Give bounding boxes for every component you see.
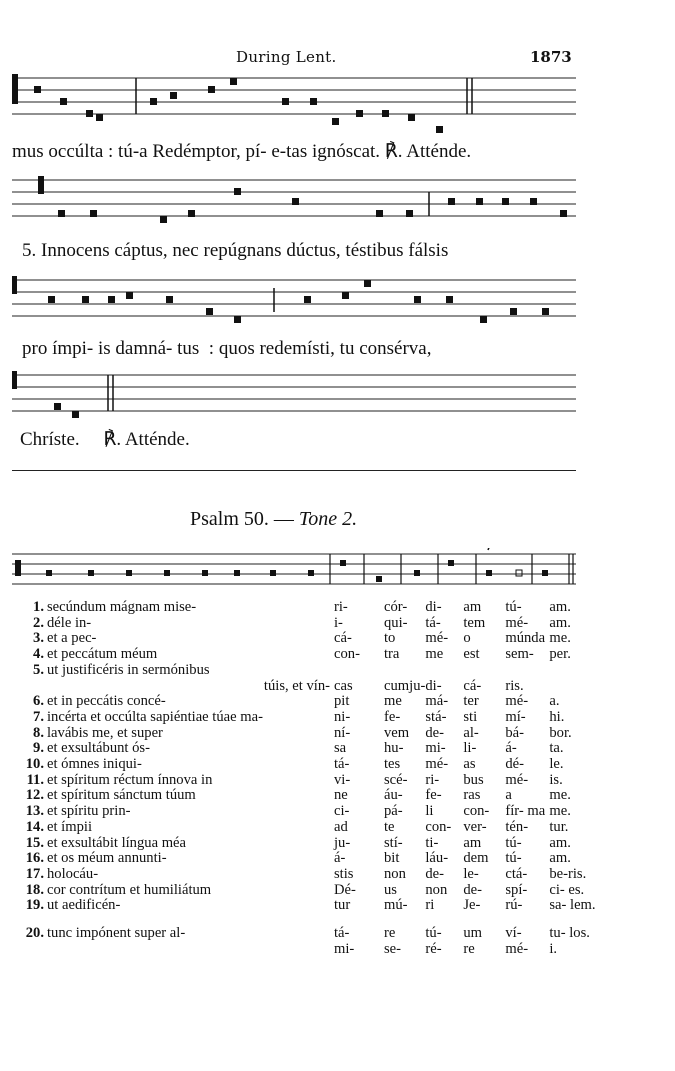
verse-row — [14, 804, 596, 820]
syllable: a. — [549, 693, 560, 710]
syllable: ní- — [334, 724, 351, 741]
syllable: am — [463, 834, 482, 851]
lyric-line-2: 5. Innocens cáptus, nec repúgnans dúctus, téstibus fálsis — [22, 240, 449, 261]
verse-row — [14, 788, 596, 804]
syllable: tú- — [425, 925, 442, 942]
verse-number: 4. — [33, 646, 44, 663]
verse-text: túis, et vín- — [263, 677, 330, 694]
verse-number: 6. — [33, 693, 44, 710]
verse-text: déle in- — [47, 614, 92, 631]
syllable — [384, 679, 425, 695]
verse-row — [14, 616, 596, 632]
syllable: cá- — [463, 677, 482, 694]
syllable: i. — [549, 940, 558, 957]
syllable: vi- — [334, 771, 351, 788]
lyric-line-1: mus occúlta : tú-a Redémptor, pí- e-tas ignóscat. ℟. Atténde. — [12, 141, 472, 162]
lyric-line-3: pro ímpi- is damná- tus : quos redemísti, tu consérva, — [22, 338, 432, 359]
verse-text: et exsultábunt ós- — [47, 740, 150, 757]
syllable: tu- los. — [549, 925, 590, 942]
verse-number: 11. — [26, 771, 44, 788]
syllable: mú- — [384, 897, 408, 914]
verse-row — [14, 741, 596, 757]
syllable: hi. — [549, 708, 565, 725]
verse-number: 14. — [25, 818, 44, 835]
syllable: est — [463, 646, 480, 663]
chant-staff-1 — [12, 68, 576, 140]
syllable: ris. — [505, 677, 524, 694]
verse-row — [14, 942, 596, 958]
syllable: áu- — [384, 787, 403, 804]
verse-text: secúndum mágnam mise- — [47, 599, 197, 615]
verse-row — [14, 647, 596, 663]
verse-number: 18. — [25, 881, 44, 898]
syllable: ju- — [334, 834, 351, 851]
syllable: am. — [549, 614, 571, 631]
verse-text: tunc impónent super al- — [47, 925, 186, 942]
verse-text: lavábis me, et super — [47, 724, 163, 741]
syllable: tem — [463, 614, 486, 631]
syllable: con- — [425, 818, 452, 835]
syllable: ri- — [425, 771, 440, 788]
syllable: ti- — [425, 834, 439, 851]
syllable: tur. — [549, 818, 569, 835]
section-divider — [12, 470, 576, 471]
syllable: ré- — [425, 940, 442, 957]
verse-text: et os méum annunti- — [47, 850, 167, 867]
chant-staff-4 — [12, 365, 576, 425]
verse-row — [14, 836, 596, 852]
verse-text: et ímpii — [47, 818, 92, 835]
syllable: ni- — [334, 708, 351, 725]
syllable: non — [384, 865, 406, 882]
syllable: cum — [384, 677, 410, 694]
syllable: li- — [463, 740, 477, 757]
syllable: tú- — [505, 834, 522, 851]
syllable: mé- — [505, 940, 529, 957]
syllable: te — [384, 818, 395, 835]
syllable: o — [463, 630, 471, 647]
syllable: am — [463, 599, 482, 615]
verse-row — [14, 710, 596, 726]
verse-number: 12. — [25, 787, 44, 804]
syllable: sa — [334, 740, 347, 757]
syllable: mé- — [425, 630, 449, 647]
verse-text: et spíritum sánctum túum — [47, 787, 196, 804]
syllable: ta. — [549, 740, 564, 757]
syllable: to — [384, 630, 396, 647]
syllable: á- — [505, 740, 517, 757]
syllable: dé- — [505, 756, 524, 773]
syllable: tá- — [425, 614, 441, 631]
syllable: má- — [425, 693, 449, 710]
syllable: ras — [463, 787, 481, 804]
verse-row — [14, 663, 596, 679]
verse-row — [14, 867, 596, 883]
lyric-line-4: Chríste. ℟. Atténde. — [20, 429, 190, 450]
syllable: stá- — [425, 708, 447, 725]
syllable: us — [384, 881, 397, 898]
verse-text: incérta et occúlta sapiéntiae túae ma- — [47, 708, 263, 725]
psalm-tone-staff — [12, 548, 576, 596]
syllable: tén- — [505, 818, 529, 835]
verse-text: et exsultábit língua méa — [47, 834, 187, 851]
syllable: fe- — [384, 708, 401, 725]
syllable: um — [463, 925, 483, 942]
verse-row — [14, 883, 596, 899]
syllable: mé- — [505, 693, 529, 710]
verse-row — [14, 631, 596, 647]
syllable: sem- — [505, 646, 534, 663]
syllable: sa- lem. — [549, 897, 596, 914]
syllable: me — [425, 646, 444, 663]
syllable: ne — [334, 787, 348, 804]
syllable: tú- — [505, 599, 522, 615]
syllable: ci- — [334, 803, 350, 820]
syllable: hu- — [384, 740, 404, 757]
syllable: á- — [334, 850, 346, 867]
verse-number: 19. — [25, 897, 44, 914]
syllable: me. — [549, 787, 571, 804]
verse-number: 13. — [25, 803, 44, 820]
verse-number: 10. — [25, 756, 44, 773]
syllable: ví- — [505, 925, 522, 942]
syllable: tá- — [334, 925, 350, 942]
syllable: am. — [549, 834, 571, 851]
chant-staff-3 — [12, 270, 576, 338]
syllable: spí- — [505, 881, 528, 898]
syllable: de- — [463, 881, 482, 898]
verse-number: 5. — [33, 661, 44, 678]
psalm-verses-table — [14, 600, 596, 957]
syllable: rú- — [505, 897, 523, 914]
verse-row — [14, 773, 596, 789]
verse-text: et a pec- — [47, 630, 97, 647]
syllable: cór- — [384, 599, 408, 615]
syllable: per. — [549, 646, 571, 663]
running-header: During Lent. — [236, 48, 337, 66]
syllable: vem — [384, 724, 410, 741]
syllable: le. — [549, 756, 564, 773]
syllable: am. — [549, 599, 571, 615]
syllable: di- — [425, 599, 442, 615]
syllable: as — [463, 756, 476, 773]
verse-number: 1. — [33, 599, 44, 615]
verse-row — [14, 679, 596, 695]
verse-row — [14, 820, 596, 836]
verse-text: et spíritu prin- — [47, 803, 131, 820]
syllable: mé- — [505, 614, 529, 631]
syllable: le- — [463, 865, 479, 882]
verse-number — [14, 942, 47, 958]
verse-number: 7. — [33, 708, 44, 725]
syllable: ju- — [409, 677, 426, 694]
syllable: bá- — [505, 724, 524, 741]
syllable: con- — [463, 803, 490, 820]
syllable: qui- — [384, 614, 408, 631]
syllable: tes — [384, 756, 401, 773]
syllable: se- — [384, 940, 402, 957]
syllable: mi- — [425, 740, 446, 757]
syllable: tur — [334, 897, 351, 914]
verse-number: 9. — [33, 740, 44, 757]
syllable: con- — [334, 646, 360, 663]
syllable: mé- — [425, 756, 449, 773]
page-number: 1873 — [530, 48, 572, 66]
syllable: me. — [549, 803, 571, 820]
syllable: mé- — [505, 771, 529, 788]
syllable: tú- — [505, 850, 522, 867]
syllable: non — [425, 881, 448, 898]
syllable: scé- — [384, 771, 408, 788]
verse-row — [14, 926, 596, 942]
verse-row — [14, 757, 596, 773]
syllable: cas — [334, 677, 353, 694]
verse-number: 2. — [33, 614, 44, 631]
syllable: láu- — [425, 850, 449, 867]
verse-text: cor contrítum et humiliátum — [47, 881, 212, 898]
verse-row — [14, 600, 596, 616]
verse-row — [14, 898, 596, 914]
verse-number: 16. — [25, 850, 44, 867]
syllable: di- — [425, 677, 442, 694]
verse-number: 3. — [33, 630, 44, 647]
verse-text: ut justificéris in sermónibus — [47, 661, 210, 678]
syllable: a — [505, 787, 512, 804]
syllable: tá- — [334, 756, 350, 773]
verse-text — [47, 942, 334, 958]
syllable: mi- — [334, 940, 355, 957]
syllable: re — [463, 940, 475, 957]
verse-text: et peccátum méum — [47, 646, 158, 663]
syllable: múnda — [505, 630, 546, 647]
psalm-title: Psalm 50. — Tone 2. — [190, 508, 358, 530]
syllable: bus — [463, 771, 484, 788]
syllable: be-ris. — [549, 865, 587, 882]
syllable: ter — [463, 693, 479, 710]
syllable: pit — [334, 693, 350, 710]
syllable: tra — [384, 646, 400, 663]
verse-number: 20. — [25, 925, 44, 942]
verse-text: et ómnes iniqui- — [47, 756, 142, 773]
verse-text: et in peccátis concé- — [47, 693, 166, 710]
verse-number: 8. — [33, 724, 44, 741]
syllable: li — [425, 803, 434, 820]
syllable: fe- — [425, 787, 442, 804]
syllable: ri- — [334, 599, 348, 615]
verse-row — [14, 851, 596, 867]
syllable: de- — [425, 865, 444, 882]
syllable: re — [384, 925, 396, 942]
chant-staff-2 — [12, 170, 576, 240]
syllable: sti — [463, 708, 478, 725]
syllable: Dé- — [334, 881, 356, 898]
syllable: is. — [549, 771, 563, 788]
syllable: stí- — [384, 834, 403, 851]
verse-number — [14, 679, 47, 695]
verse-text: et spíritum réctum ínnova in — [47, 771, 213, 788]
syllable: ci- es. — [549, 881, 585, 898]
syllable: Je- — [463, 897, 481, 914]
syllable: de- — [425, 724, 444, 741]
syllable: stis — [334, 865, 354, 882]
syllable: cá- — [334, 630, 352, 647]
syllable: ri — [425, 897, 435, 914]
verse-number: 15. — [25, 834, 44, 851]
syllable: ver- — [463, 818, 487, 835]
syllable: mí- — [505, 708, 526, 725]
syllable: me. — [549, 630, 571, 647]
syllable: pá- — [384, 803, 403, 820]
syllable: ad — [334, 818, 348, 835]
syllable: fír- ma — [505, 803, 546, 820]
syllable: al- — [463, 724, 479, 741]
syllable: bit — [384, 850, 400, 867]
syllable: i- — [334, 614, 343, 631]
verse-row — [14, 726, 596, 742]
verse-number: 17. — [25, 865, 44, 882]
syllable: am. — [549, 850, 571, 867]
syllable: ctá- — [505, 865, 528, 882]
syllable: dem — [463, 850, 489, 867]
verse-text: ut aedificén- — [47, 897, 121, 914]
syllable: me — [384, 693, 402, 710]
verse-text: holocáu- — [47, 865, 99, 882]
syllable: bor. — [549, 724, 572, 741]
verse-row — [14, 694, 596, 710]
